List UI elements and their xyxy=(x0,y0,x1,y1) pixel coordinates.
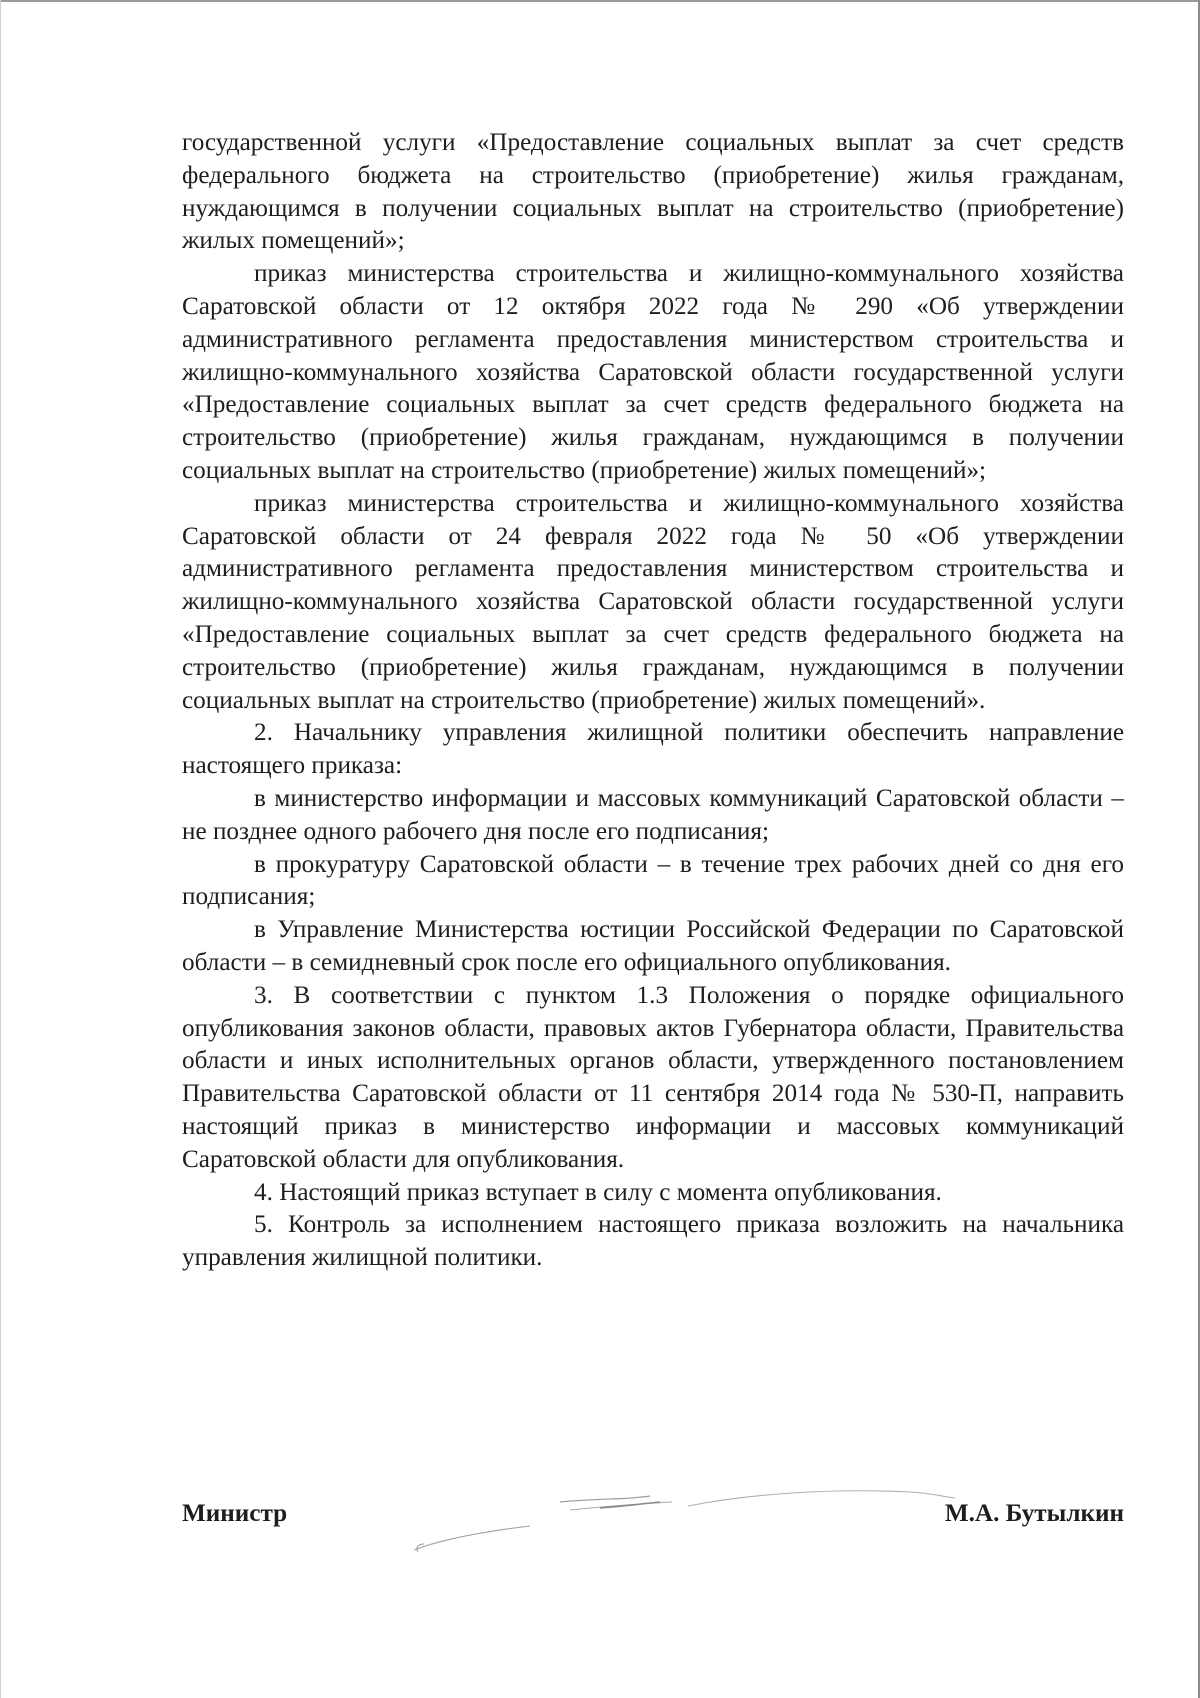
paragraph-item-4: 4. Настоящий приказ вступает в силу с момента опубликования. xyxy=(254,1178,942,1206)
paragraph-order-290: приказ министерства строительства и жилищно-коммунального хозяйства Саратовской области от 12 октября 2022 года № 290 «Об утверждении административного регламента предоставления министерством строительства и жилищно-коммунального хозяйства Саратовской области государственной услуги «Предоставление социальных выплат за счет средств федерального бюджета на строительство (приобретение) жилья гражданам, нуждающимся в получении социальных выплат на строительство (приобретение) жилых помещений»; xyxy=(182,260,1124,484)
signature-block xyxy=(182,1500,1124,1540)
paragraph-item-2-justice: в Управление Министерства юстиции Российской Федерации по Саратовской области – в семидневный срок после его официального опубликования. xyxy=(182,916,1124,976)
paragraph-item-2-ministry: в министерство информации и массовых коммуникаций Саратовской области – не позднее одного рабочего дня после его подписания; xyxy=(182,784,1124,845)
signatory-title: Министр xyxy=(182,1500,288,1527)
paragraph-item-5: 5. Контроль за исполнением настоящего приказа возложить на начальника управления жилищной политики. xyxy=(182,1211,1124,1272)
paragraph-item-2-prosecutor: в прокуратуру Саратовской области – в течение трех рабочих дней со дня его подписания; xyxy=(182,850,1124,911)
paragraph-item-2: 2. Начальнику управления жилищной политики обеспечить направление настоящего приказа: xyxy=(182,719,1124,780)
scan-edge-top xyxy=(0,0,1200,2)
paragraph-item-3: 3. В соответствии с пунктом 1.3 Положения о порядке официального опубликования законов области, правовых актов Губернатора области, Правительства области и иных исполнительных органов области, утвержденного постановлением Правительства Саратовской области от 11 сентября 2014 года № 530-П, направить настоящий приказ в министерство информации и массовых коммуникаций Саратовской области для опубликования. xyxy=(182,981,1124,1173)
scan-edge-left xyxy=(0,0,1,1698)
paragraph-order-50: приказ министерства строительства и жилищно-коммунального хозяйства Саратовской области от 24 февраля 2022 года № 50 «Об утверждении административного регламента предоставления министерством строительства и жилищно-коммунального хозяйства Саратовской области государственной услуги «Предоставление социальных выплат за счет средств федерального бюджета на строительство (приобретение) жилья гражданам, нуждающимся в получении социальных выплат на строительство (приобретение) жилых помещений». xyxy=(182,489,1124,714)
document-body xyxy=(182,127,1124,1275)
signatory-name: М.А. Бутылкин xyxy=(944,1500,1124,1527)
paragraph-service-continuation: государственной услуги «Предоставление социальных выплат за счет средств федерального бюджета на строительство (приобретение) жилья гражданам, нуждающимся в получении социальных выплат на строительство (приобретение) жилых помещений»; xyxy=(182,129,1124,255)
